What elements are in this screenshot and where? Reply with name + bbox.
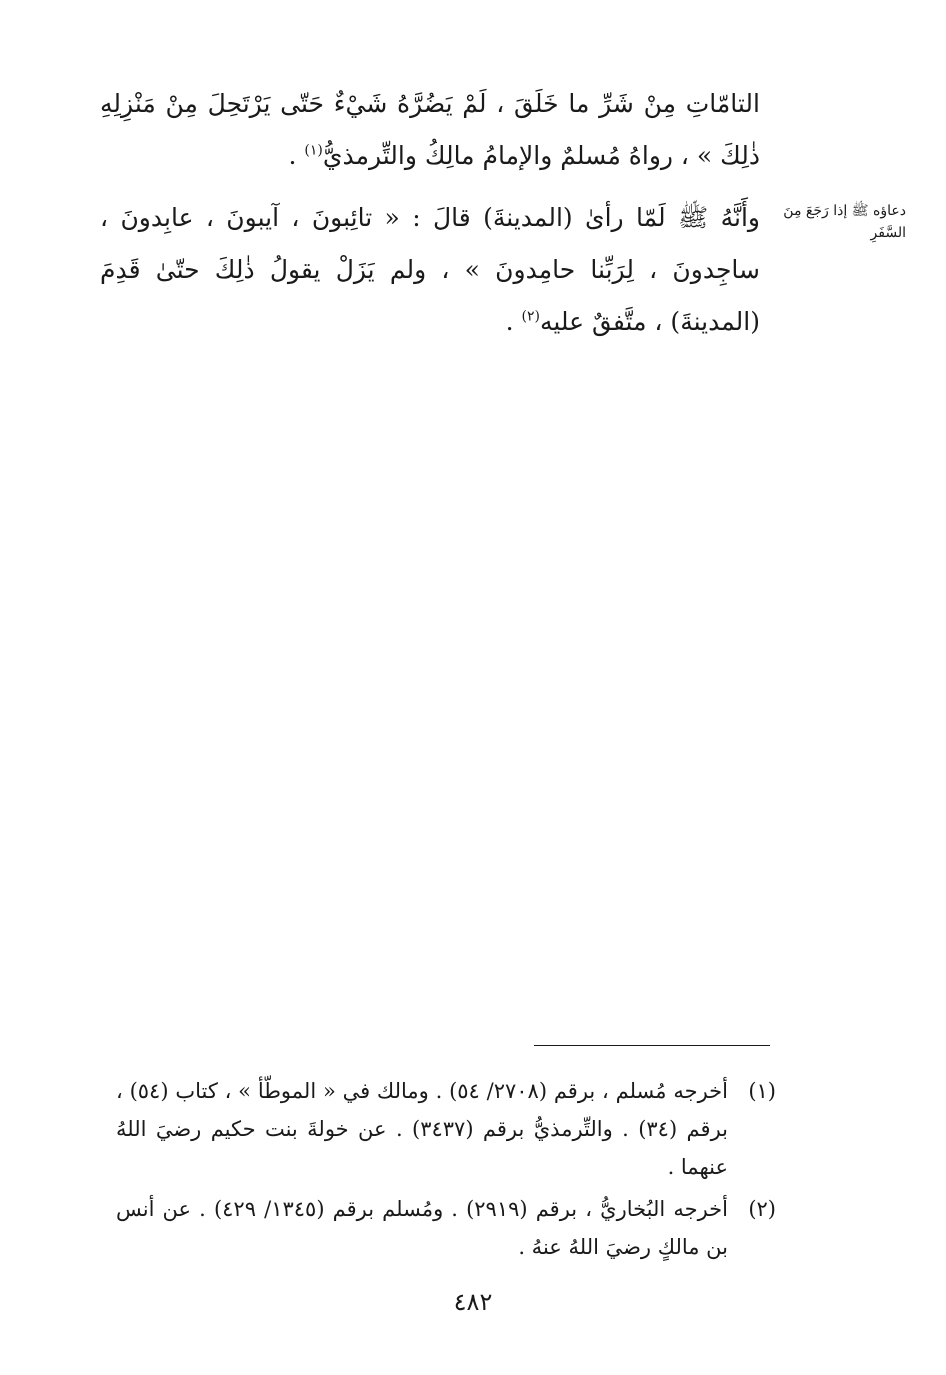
footnote-1-number: (١) xyxy=(748,1079,776,1103)
footnote-2 xyxy=(116,1190,776,1266)
footnote-2-text: أخرجه البُخاريُّ ، برقم (٢٩١٩) . ومُسلم برقم (١٣٤٥/ ٤٢٩) . عن أنس بن مالكٍ رضيَ اللهُ عنهُ . xyxy=(116,1197,728,1259)
paragraph-2-end: . xyxy=(505,307,522,336)
paragraph-1-end: . xyxy=(288,141,305,170)
footnote-ref-1[interactable]: (١) xyxy=(304,142,323,159)
footnote-1 xyxy=(116,1072,776,1186)
footnote-divider xyxy=(534,1045,770,1046)
footnote-2-number: (٢) xyxy=(748,1197,776,1221)
margin-note: دعاؤه ﷺ إذا رَجَعَ مِنَ السَّفَرِ xyxy=(783,203,906,241)
footnotes xyxy=(116,1072,776,1270)
paragraph-2 xyxy=(100,192,760,348)
paragraph-1-text: التامّاتِ مِنْ شَرِّ ما خَلَقَ ، لَمْ يَضُرَّهُ شَيْءٌ حَتّى يَرْتَحِلَ مِنْ مَنْزِلِهِ ذٰلِكَ » ، رواهُ مُسلمٌ والإمامُ مالِكُ والتِّرمذيُّ xyxy=(100,89,760,170)
paragraph-2-text: وأَنَّهُ ﷺ لَمّا رأىٰ (المدينةَ) قالَ : « تائِبونَ ، آيبونَ ، عابِدونَ ، ساجِدونَ ، لِرَبِّنا حامِدونَ » ، ولم يَزَلْ يقولُ ذٰلِكَ حتّىٰ قَدِمَ (المدينةَ) ، متَّفقٌ عليه xyxy=(100,203,760,336)
paragraph-1 xyxy=(100,78,760,182)
footnote-ref-2[interactable]: (٢) xyxy=(521,308,540,325)
page-number: ٤٨٢ xyxy=(453,1288,493,1316)
footnote-1-text: أخرجه مُسلم ، برقم (٢٧٠٨/ ٥٤) . ومالك في « الموطّأ » ، كتاب (٥٤) ، برقم (٣٤) . والتِّرمذيُّ برقم (٣٤٣٧) . عن خولةَ بنت حكيم رضيَ اللهُ عنهما . xyxy=(116,1079,728,1179)
